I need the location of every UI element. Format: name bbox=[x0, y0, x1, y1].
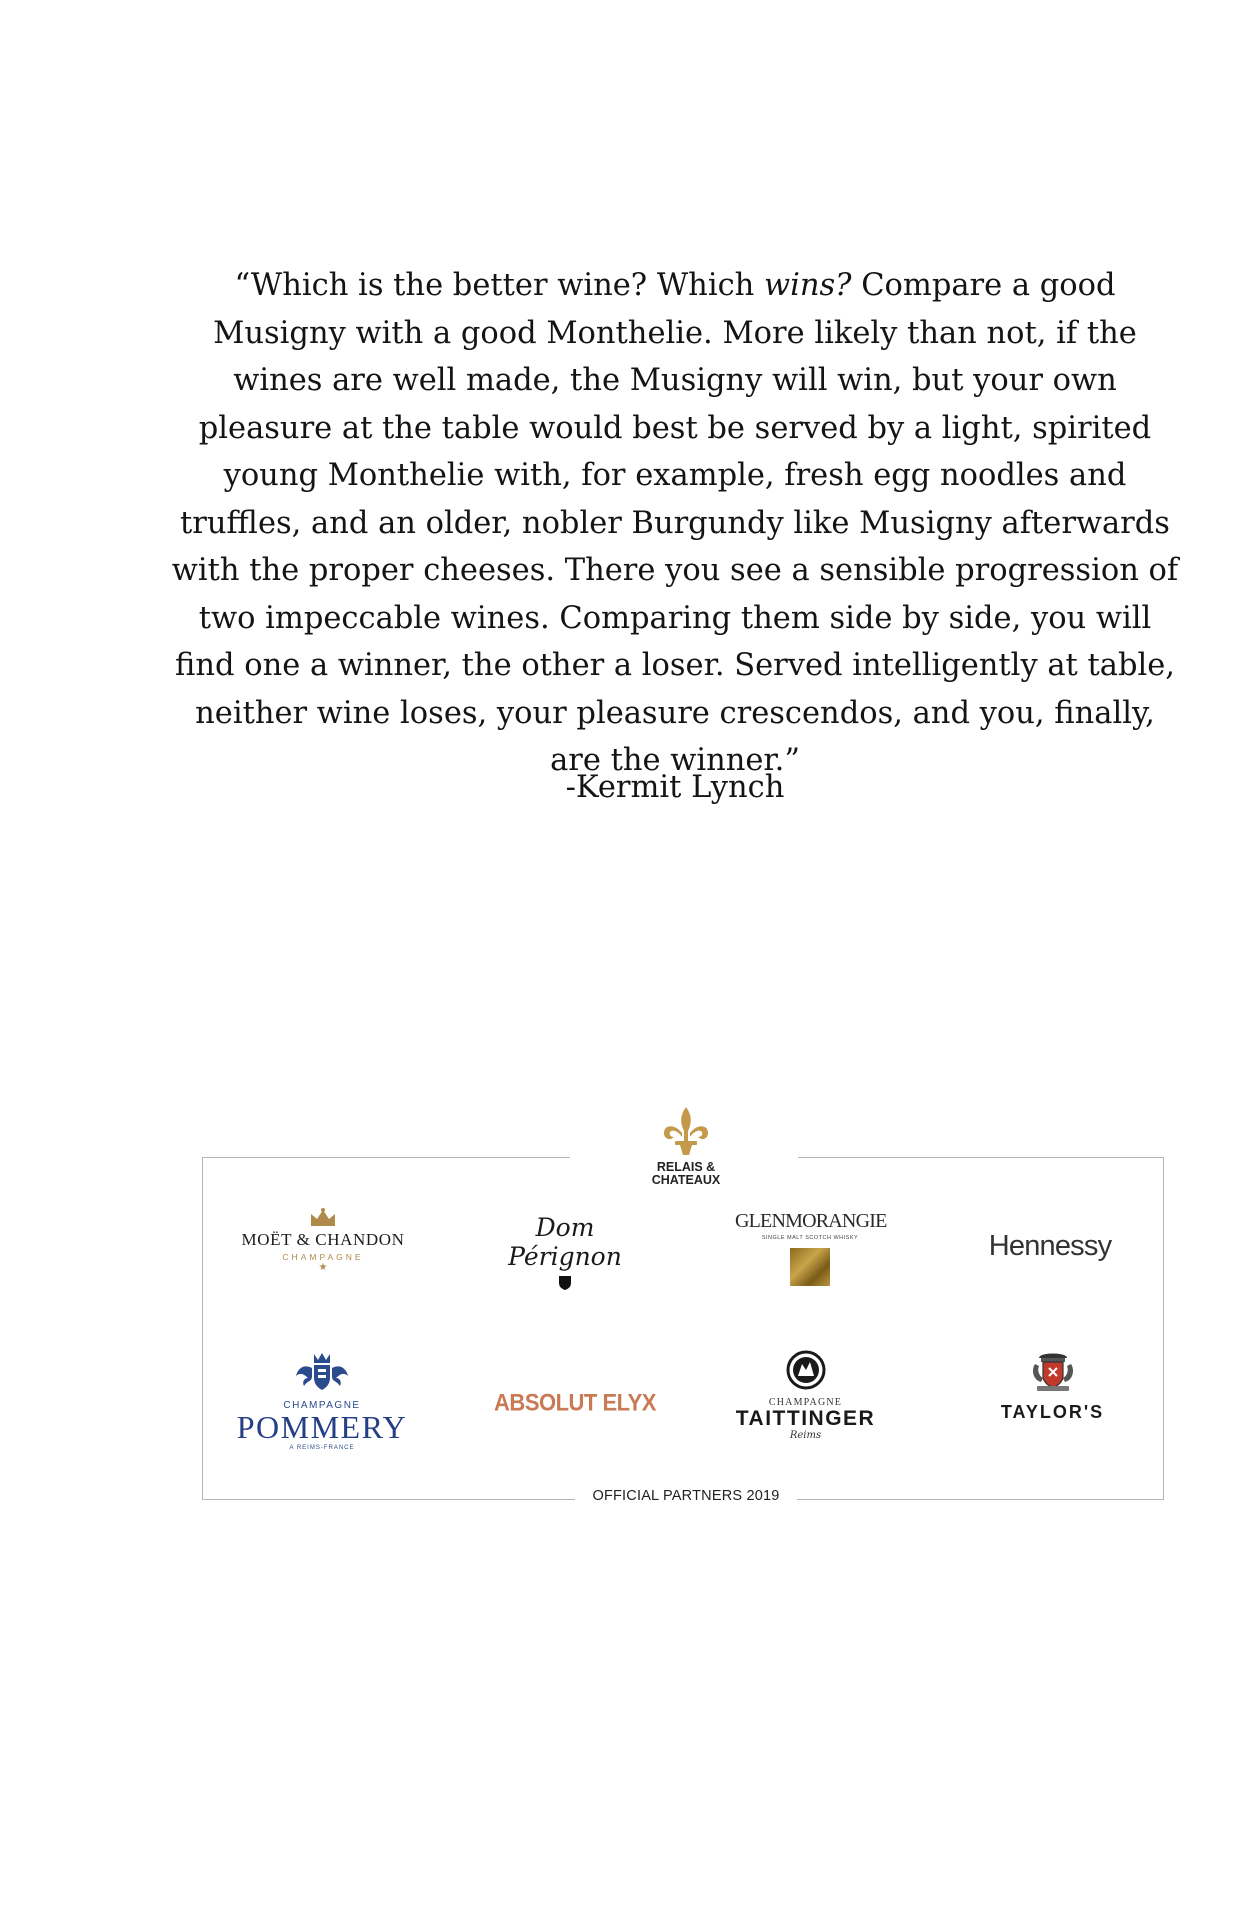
hennessy-logo bbox=[975, 1230, 1125, 1263]
taylors-crest-icon bbox=[1029, 1350, 1077, 1394]
quote-part-2: Compare a good Musigny with a good Monthelie. More likely than not, if the wines are well made, the Musigny will win, but your own pleasure at the table would best be served by a light, spirited young Monthelie with, for example, fresh egg noodles and truffles, and an older, nobler Burgundy like Musigny afterwards with the proper cheeses. There you see a sensible progression of two impeccable wines. Comparing them side by side, you will find one a winner, the other a loser. Served intelligently at table, neither wine loses, your pleasure crescendos, and you, finally, are the winner.” bbox=[171, 268, 1179, 778]
taittinger-name: TAITTINGER bbox=[735, 1407, 876, 1430]
fleur-de-lis-icon bbox=[660, 1105, 712, 1157]
taittinger-reims: Reims bbox=[789, 1430, 822, 1441]
taittinger-logo bbox=[718, 1350, 893, 1441]
absolut-elyx-name: ABSOLUT ELYX bbox=[494, 1388, 656, 1417]
taittinger-sub: CHAMPAGNE bbox=[768, 1397, 843, 1408]
gold-square-emblem bbox=[790, 1248, 830, 1286]
pommery-crest-icon bbox=[292, 1350, 352, 1392]
star-icon: ★ bbox=[318, 1262, 328, 1273]
glenmorangie-logo bbox=[735, 1210, 885, 1286]
taittinger-seal-icon bbox=[786, 1350, 826, 1390]
relais-chateaux-logo bbox=[636, 1105, 736, 1187]
official-partners-label: OFFICIAL PARTNERS 2019 bbox=[592, 1488, 780, 1504]
glenmorangie-name: GLENMORANGIE bbox=[735, 1210, 887, 1232]
relais-chateaux-label: RELAIS & CHATEAUX bbox=[651, 1160, 721, 1187]
quote-text bbox=[170, 262, 1180, 785]
absolut-elyx-logo bbox=[490, 1390, 660, 1416]
glenmorangie-sub: SINGLE MALT SCOTCH WHISKY bbox=[761, 1235, 859, 1241]
moet-chandon-name: MOËT & CHANDON bbox=[241, 1230, 405, 1249]
pommery-logo bbox=[232, 1350, 412, 1451]
shield-icon bbox=[558, 1275, 572, 1291]
crown-icon bbox=[309, 1208, 337, 1228]
dom-perignon-name: Dom Pérignon bbox=[508, 1213, 622, 1271]
quote-part-1: “Which is the better wine? Which bbox=[234, 268, 764, 303]
pommery-sub: CHAMPAGNE bbox=[283, 1400, 361, 1411]
pommery-location: A REIMS-FRANCE bbox=[289, 1445, 355, 1451]
hennessy-name: Hennessy bbox=[988, 1230, 1112, 1262]
quote-emphasis: wins? bbox=[764, 268, 852, 303]
moet-chandon-sub: CHAMPAGNE bbox=[282, 1252, 364, 1262]
dom-perignon-logo bbox=[480, 1213, 650, 1291]
quote-author: -Kermit Lynch bbox=[565, 770, 785, 805]
taylors-name: TAYLOR'S bbox=[1000, 1402, 1105, 1422]
pommery-name: POMMERY bbox=[236, 1409, 408, 1445]
moet-chandon-logo bbox=[238, 1208, 408, 1274]
taylors-logo bbox=[965, 1350, 1140, 1423]
